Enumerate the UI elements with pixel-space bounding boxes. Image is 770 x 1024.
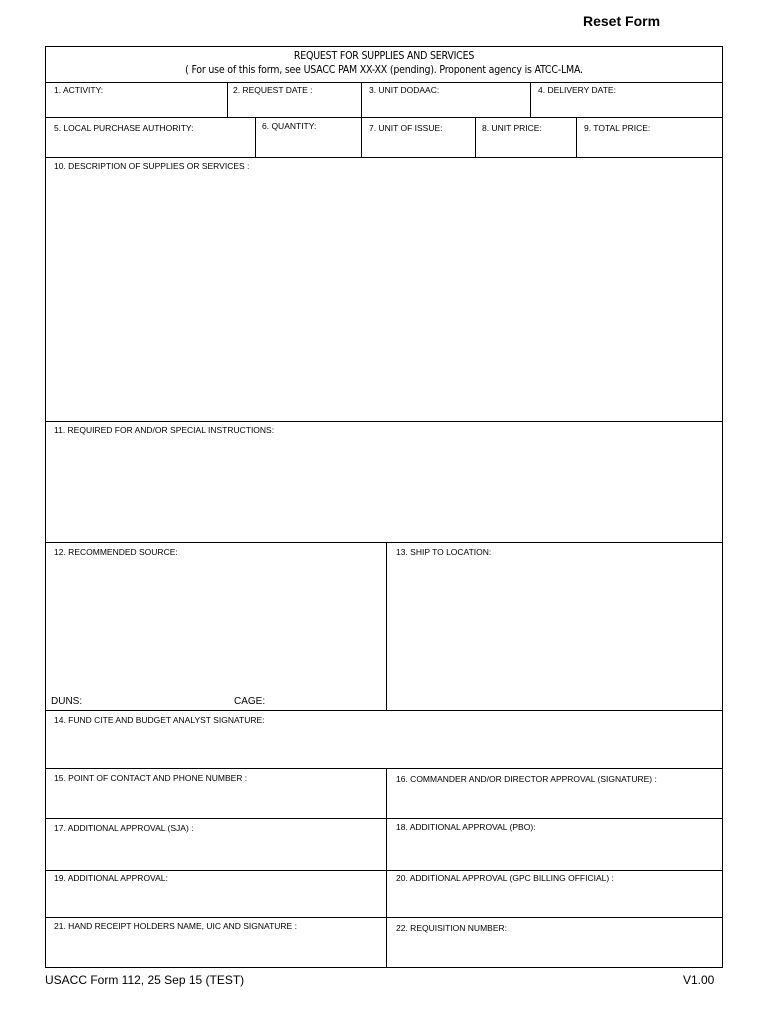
additional-approval-gpc-label: 20. ADDITIONAL APPROVAL (GPC BILLING OFFICIAL) : [396,873,614,883]
row-divider [46,768,722,769]
required-for-label: 11. REQUIRED FOR AND/OR SPECIAL INSTRUCTIONS: [54,425,275,435]
unit-dodaac-input[interactable] [362,93,529,116]
required-for-input[interactable] [47,437,721,541]
additional-approval-pbo-input[interactable] [387,835,721,869]
row-divider [46,917,722,918]
activity-label: 1. ACTIVITY: [54,85,104,95]
request-date-input[interactable] [228,93,360,116]
cage-label: CAGE: [234,696,266,707]
ship-to-location-input[interactable] [387,559,721,709]
quantity-label: 6. QUANTITY: [262,121,317,131]
additional-approval-sja-input[interactable] [47,835,385,869]
unit-price-label: 8. UNIT PRICE: [482,123,542,133]
additional-approval-input[interactable] [47,885,385,916]
row-divider [46,421,722,422]
commander-approval-input[interactable] [387,785,721,817]
form-header [46,49,722,77]
fund-cite-label: 14. FUND CITE AND BUDGET ANALYST SIGNATURE: [54,715,265,725]
requisition-number-label: 22. REQUISITION NUMBER: [396,923,507,933]
form-title: REQUEST FOR SUPPLIES AND SERVICES [293,50,475,62]
point-of-contact-input[interactable] [47,785,385,817]
request-form [45,46,723,968]
form-version: V1.00 [683,973,715,987]
recommended-source-input[interactable] [47,559,385,693]
row-divider [46,710,722,711]
row-divider [46,117,722,118]
duns-label: DUNS: [51,696,83,707]
local-purchase-authority-label: 5. LOCAL PURCHASE AUTHORITY: [54,123,194,133]
delivery-date-label: 4. DELIVERY DATE: [538,85,616,95]
hand-receipt-holder-label: 21. HAND RECEIPT HOLDERS NAME, UIC AND SIGNATURE : [54,921,297,931]
form-subtitle: ( For use of this form, see USACC PAM XX-XX (pending). Proponent agency is ATCC-LMA. [185,64,583,76]
additional-approval-sja-label: 17. ADDITIONAL APPROVAL (SJA) : [54,823,194,833]
row-divider [46,870,722,871]
description-input[interactable] [47,173,721,419]
commander-approval-label: 16. COMMANDER AND/OR DIRECTOR APPROVAL (SIGNATURE) : [396,774,657,784]
fund-cite-input[interactable] [47,727,721,767]
reset-form-button[interactable]: Reset Form [583,13,661,29]
additional-approval-label: 19. ADDITIONAL APPROVAL: [54,873,168,883]
total-price-input[interactable] [577,135,721,156]
description-label: 10. DESCRIPTION OF SUPPLIES OR SERVICES : [54,161,250,171]
request-date-label: 2. REQUEST DATE : [233,85,313,95]
row-divider [46,82,722,83]
activity-input[interactable] [47,93,226,116]
unit-of-issue-input[interactable] [362,135,474,156]
row-divider [46,157,722,158]
unit-dodaac-label: 3. UNIT DODAAC: [369,85,440,95]
row-divider [46,818,722,819]
recommended-source-label: 12. RECOMMENDED SOURCE: [54,547,178,557]
unit-price-input[interactable] [476,135,575,156]
delivery-date-input[interactable] [531,93,721,116]
requisition-number-input[interactable] [387,935,721,967]
ship-to-location-label: 13. SHIP TO LOCATION: [396,547,492,557]
row-divider [46,542,722,543]
quantity-input[interactable] [256,135,360,156]
total-price-label: 9. TOTAL PRICE: [584,123,651,133]
local-purchase-authority-input[interactable] [47,135,254,156]
point-of-contact-label: 15. POINT OF CONTACT AND PHONE NUMBER : [54,773,248,783]
hand-receipt-holder-input[interactable] [47,933,385,967]
unit-of-issue-label: 7. UNIT OF ISSUE: [369,123,443,133]
form-id: USACC Form 112, 25 Sep 15 (TEST) [45,973,245,987]
additional-approval-gpc-input[interactable] [387,885,721,916]
additional-approval-pbo-label: 18. ADDITIONAL APPROVAL (PBO): [396,822,536,832]
